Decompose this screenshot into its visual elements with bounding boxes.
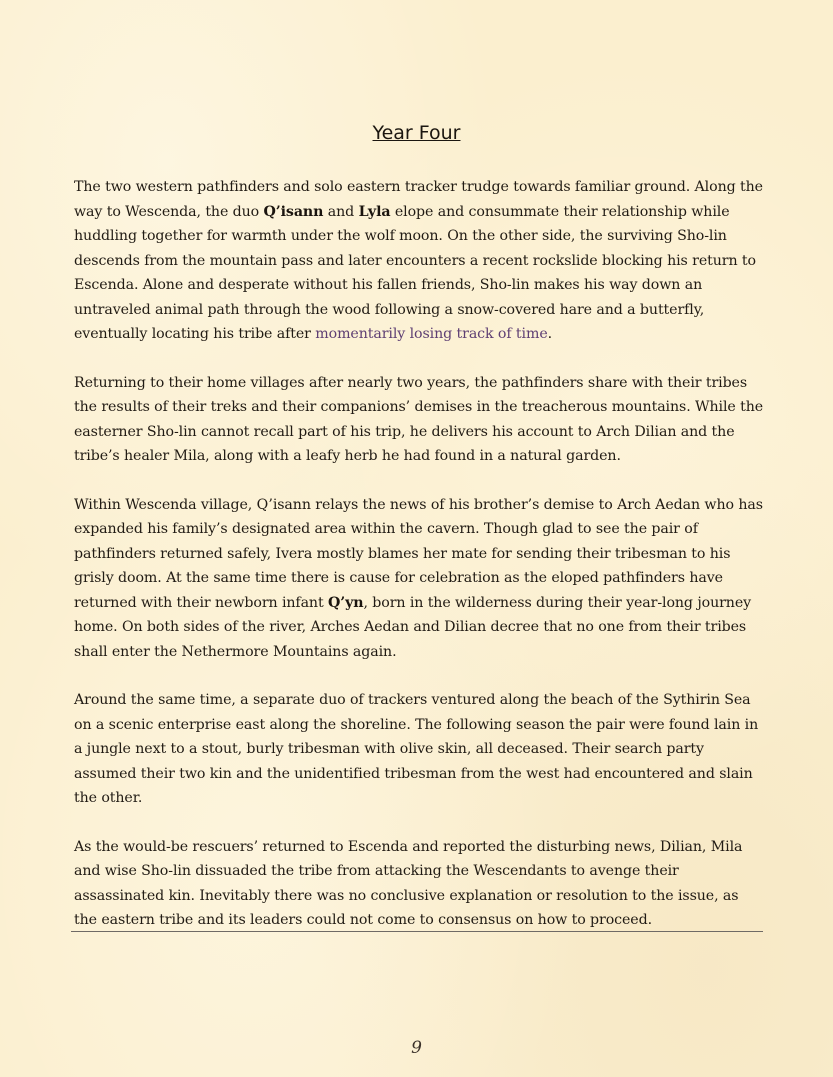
paragraph-5 [74,835,764,933]
text-run: Around the same time, a separate duo of trackers ventured along the beach of the Sythirin Sea on a scenic enterprise east along the shoreline. The following season the pair were found lain in a jungle next to a stout, burly tribesman with olive skin, all deceased. Their search party assumed their two kin and the unidentified tribesman from the west had encountered and slain the other. [74,692,759,806]
section-divider [71,931,763,932]
text-run: and [323,203,359,220]
page-title: Year Four [372,122,461,144]
body-text [74,175,764,957]
name-lyla: Lyla [358,203,391,220]
text-run: , born in the wilderness during their year-long journey home. On both sides of the river, Arches Aedan and Dilian decree that no one from their tribes shall enter the Nethermore Mountains again. [74,594,752,660]
paragraph-4 [74,688,764,811]
paragraph-1 [74,175,764,347]
name-qyn: Q’yn [327,594,364,611]
text-run: The two western pathfinders and solo eastern tracker trudge towards familiar ground. Along the way to Wescenda, the duo [74,179,763,220]
text-run: Within Wescenda village, Q’isann relays the news of his brother’s demise to Arch Aedan who has expanded his family’s designated area within the cavern. Though glad to see the pair of pathfinders returned safely, Ivera mostly blames her mate for sending their tribesman to his grisly doom. At the same time there is cause for celebration as the eloped pathfinders have returned with their newborn infant [74,496,763,611]
text-run: Returning to their home villages after nearly two years, the pathfinders share with their tribes the results of their treks and their companions’ demises in the treacherous mountains. While the easterner Sho-lin cannot recall part of his trip, he delivers his account to Arch Dilian and the tribe’s healer Mila, along with a leafy herb he had found in a natural garden. [74,374,764,464]
paragraph-3 [74,493,764,665]
text-run: elope and consummate their relationship while huddling together for warmth under the wolf moon. On the other side, the surviving Sho-lin descends from the mountain pass and later encounters a recent rockslide blocking his return to Escenda. Alone and desperate without his fallen friends, Sho-lin makes his way down an untraveled animal path through the wood following a snow-covered hare and a butterfly, eventually locating his tribe after [74,203,756,342]
text-run: As the would-be rescuers’ returned to Escenda and reported the disturbing news, Dilian, Mila and wise Sho-lin dissuaded the tribe from attacking the Wescendants to avenge their assassinated kin. Inevitably there was no conclusive explanation or resolution to the issue, as the eastern tribe and its leaders could not come to consensus on how to proceed. [74,838,743,928]
page-number: 9 [411,1038,422,1058]
time-link[interactable]: momentarily losing track of time [315,326,548,342]
name-qisann: Q’isann [263,203,324,220]
text-run: . [547,326,553,342]
paragraph-2 [74,371,764,469]
